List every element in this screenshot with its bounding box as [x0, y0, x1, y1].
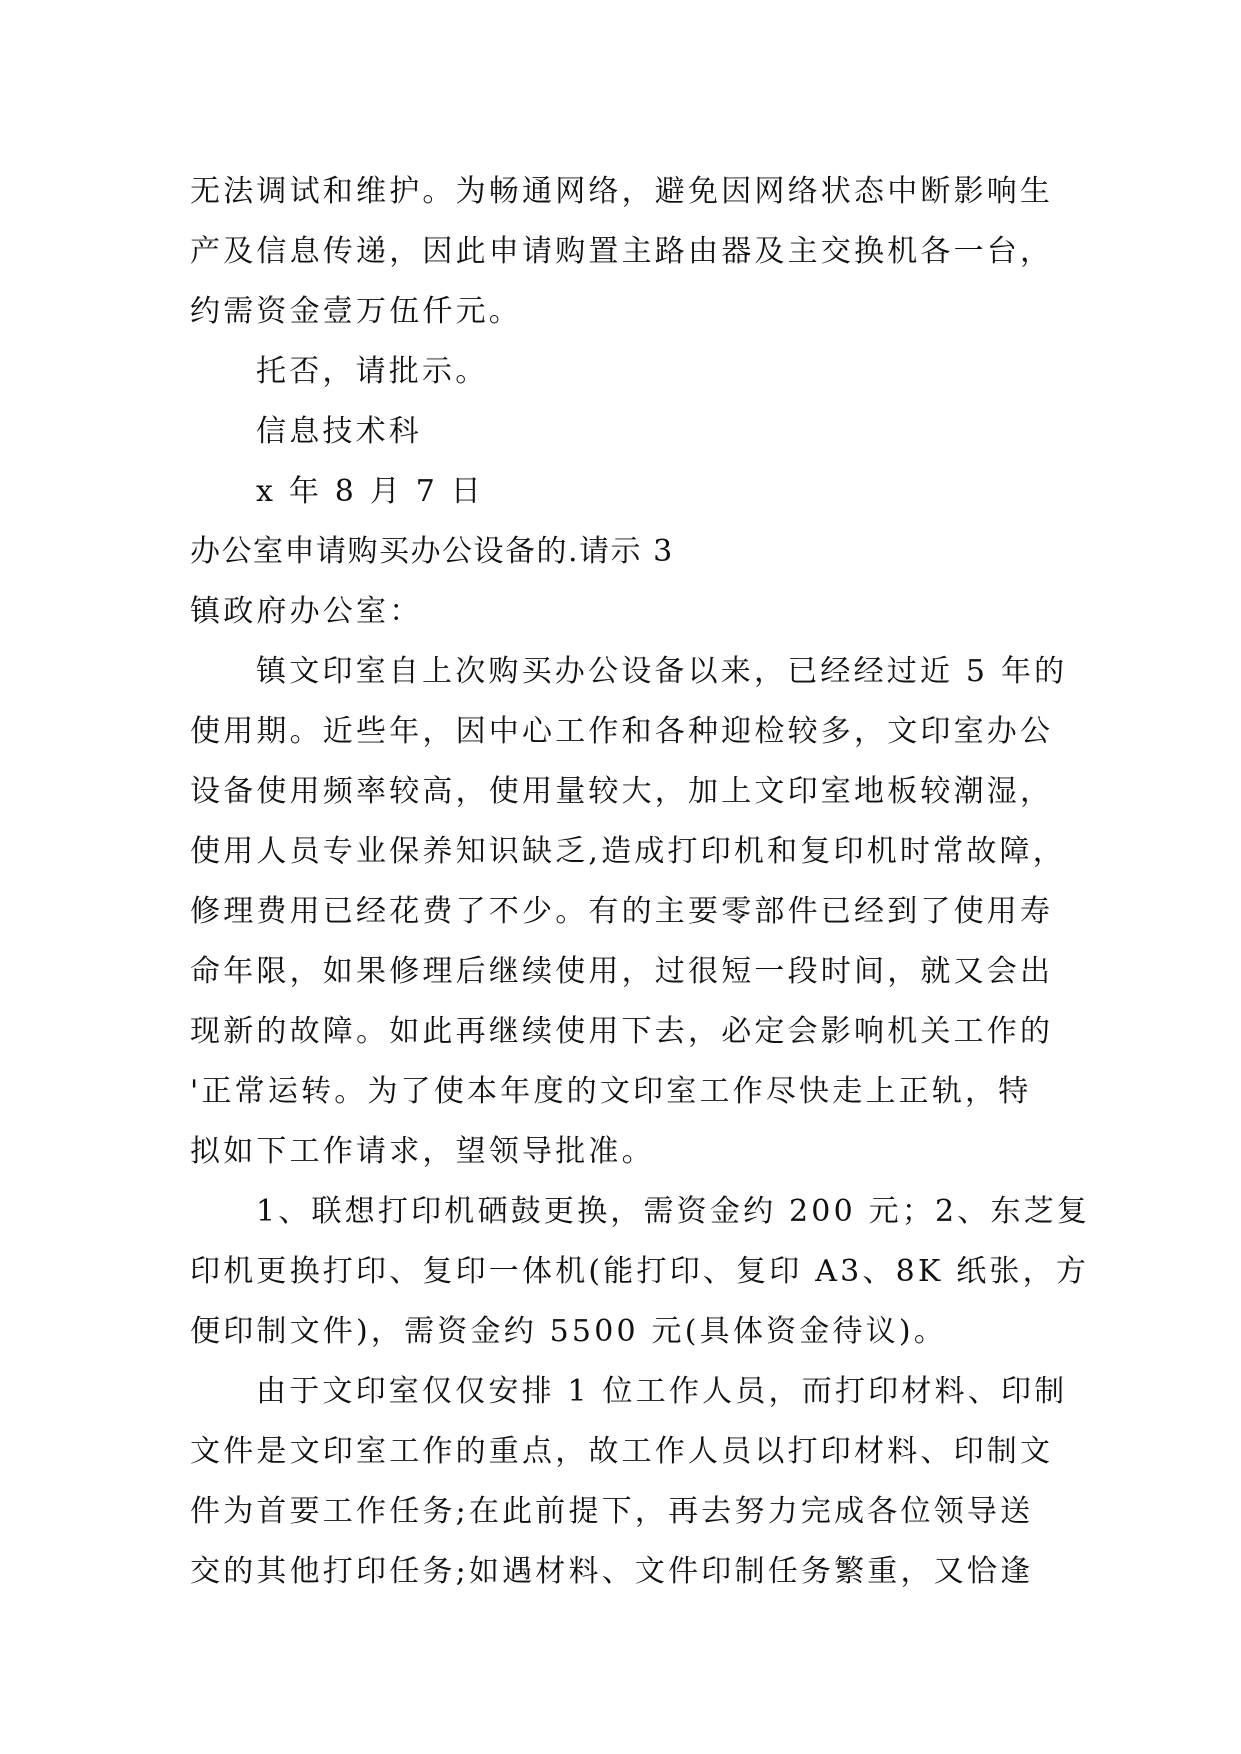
signature-department: 信息技术科 [256, 414, 422, 449]
body-text-line: 便印制文件)，需资金约 5500 元(具体资金待议)。 [190, 1314, 947, 1349]
signature-date: x 年 8 月 7 日 [256, 474, 484, 509]
body-text-line: 交的其他打印任务;如遇材料、文件印制任务繁重，又恰逢 [190, 1554, 1034, 1589]
body-text-line: 设备使用频率较高，使用量较大，加上文印室地板较潮湿， [190, 774, 1054, 809]
body-text-line: 件为首要工作任务;在此前提下，再去努力完成各位领导送 [190, 1494, 1034, 1529]
closing-request: 托否，请批示。 [256, 354, 489, 389]
body-text-line: 无法调试和维护。为畅通网络，避免因网络状态中断影响生 [190, 174, 1054, 209]
body-text-line: 文件是文印室工作的重点，故工作人员以打印材料、印制文 [190, 1434, 1054, 1469]
body-text-line: 约需资金壹万伍仟元。 [190, 294, 522, 329]
body-text-line: 印机更换打印、复印一体机(能打印、复印 A3、8K 纸张，方 [190, 1254, 1090, 1289]
body-text-line: 由于文印室仅仅安排 1 位工作人员，而打印材料、印制 [256, 1374, 1068, 1409]
body-text-line: 修理费用已经花费了不少。有的主要零部件已经到了使用寿 [190, 894, 1054, 929]
body-text-line: 1、联想打印机硒鼓更换，需资金约 200 元；2、东芝复 [256, 1194, 1091, 1229]
body-text-line: 命年限，如果修理后继续使用，过很短一段时间，就又会出 [190, 954, 1054, 989]
body-text-line: 产及信息传递，因此申请购置主路由器及主交换机各一台， [190, 234, 1054, 269]
body-text-line: 镇文印室自上次购买办公设备以来，已经经过近 5 年的 [256, 654, 1068, 689]
body-text-line: 拟如下工作请求，望领导批准。 [190, 1134, 655, 1169]
section-title: 办公室申请购买办公设备的.请示 3 [190, 534, 674, 569]
body-text-line: 现新的故障。如此再继续使用下去，必定会影响机关工作的 [190, 1014, 1054, 1049]
body-text-line: 使用期。近些年，因中心工作和各种迎检较多，文印室办公 [190, 714, 1054, 749]
body-text-line: '正常运转。为了使本年度的文印室工作尽快走上正轨，特 [190, 1074, 1032, 1109]
addressee: 镇政府办公室： [190, 594, 423, 629]
document-body [190, 162, 1091, 1602]
body-text-line: 使用人员专业保养知识缺乏,造成打印机和复印机时常故障， [190, 834, 1066, 869]
